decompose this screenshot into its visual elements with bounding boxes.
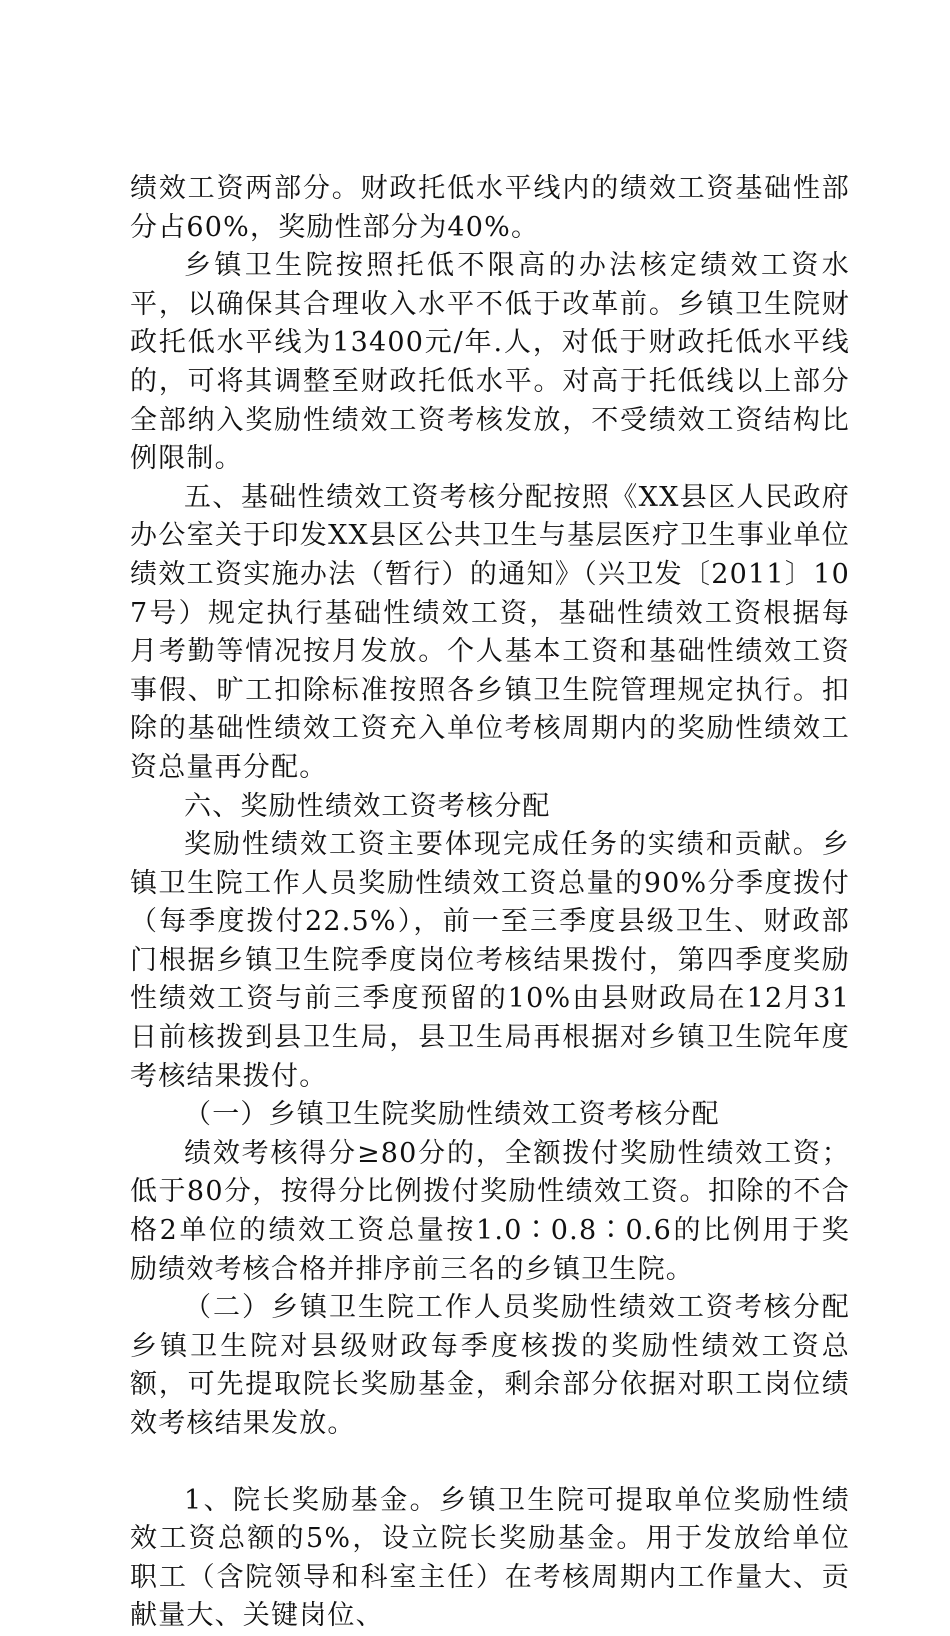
paragraph-spacer — [130, 1444, 850, 1482]
paragraph-director-fund: 1、院长奖励基金。乡镇卫生院可提取单位奖励性绩效工资总额的5%，设立院长奖励基金。用于发放给单位职工（含院领导和科室主任）在考核周期内工作量大、贡献量大、关键岗位、 — [130, 1484, 850, 1632]
subheading-one-hospital-incentive: （一）乡镇卫生院奖励性绩效工资考核分配 — [184, 1099, 720, 1131]
paragraph-score-threshold: 绩效考核得分≥80分的，全额拨付奖励性绩效工资；低于80分，按得分比例拨付奖励性绩效工资。扣除的不合格2单位的绩效工资总量按1.0∶0.8∶0.6的比例用于奖励绩效考核合格并排序前三名的乡镇卫生院。 — [130, 1137, 850, 1285]
paragraph-section-five-basic-pay: 五、基础性绩效工资考核分配按照《XX县区人民政府办公室关于印发XX县区公共卫生与基层医疗卫生事业单位绩效工资实施办法（暂行）的通知》（兴卫发〔2011〕107号）规定执行基础性绩效工资，基础性绩效工资根据每月考勤等情况按月发放。个人基本工资和基础性绩效工资事假、旷工扣除标准按照各乡镇卫生院管理规定执行。扣除的基础性绩效工资充入单位考核周期内的奖励性绩效工资总量再分配。 — [130, 481, 850, 783]
document-body — [130, 170, 850, 1636]
paragraph-township-hospital-pay-level: 乡镇卫生院按照托低不限高的办法核定绩效工资水平，以确保其合理收入水平不低于改革前。乡镇卫生院财政托低水平线为13400元/年.人，对低于财政托低水平线的，可将其调整至财政托低水平。对高于托低线以上部分全部纳入奖励性绩效工资考核发放，不受绩效工资结构比例限制。 — [130, 250, 850, 475]
paragraph-incentive-pay-description: 奖励性绩效工资主要体现完成任务的实绩和贡献。乡镇卫生院工作人员奖励性绩效工资总量的90%分季度拨付（每季度拨付22.5%），前一至三季度县级卫生、财政部门根据乡镇卫生院季度岗位考核结果拨付，第四季度奖励性绩效工资与前三季度预留的10%由县财政局在12月31日前核拨到县卫生局，县卫生局再根据对乡镇卫生院年度考核结果拨付。 — [130, 829, 850, 1092]
paragraph-performance-pay-split: 绩效工资两部分。财政托低水平线内的绩效工资基础性部分占60%，奖励性部分为40%。 — [130, 173, 850, 243]
section-heading-six-incentive-pay: 六、奖励性绩效工资考核分配 — [184, 790, 551, 822]
paragraph-two-staff-incentive: （二）乡镇卫生院工作人员奖励性绩效工资考核分配乡镇卫生院对县级财政每季度核拨的奖励性绩效工资总额，可先提取院长奖励基金，剩余部分依据对职工岗位绩效考核结果发放。 — [130, 1292, 850, 1439]
